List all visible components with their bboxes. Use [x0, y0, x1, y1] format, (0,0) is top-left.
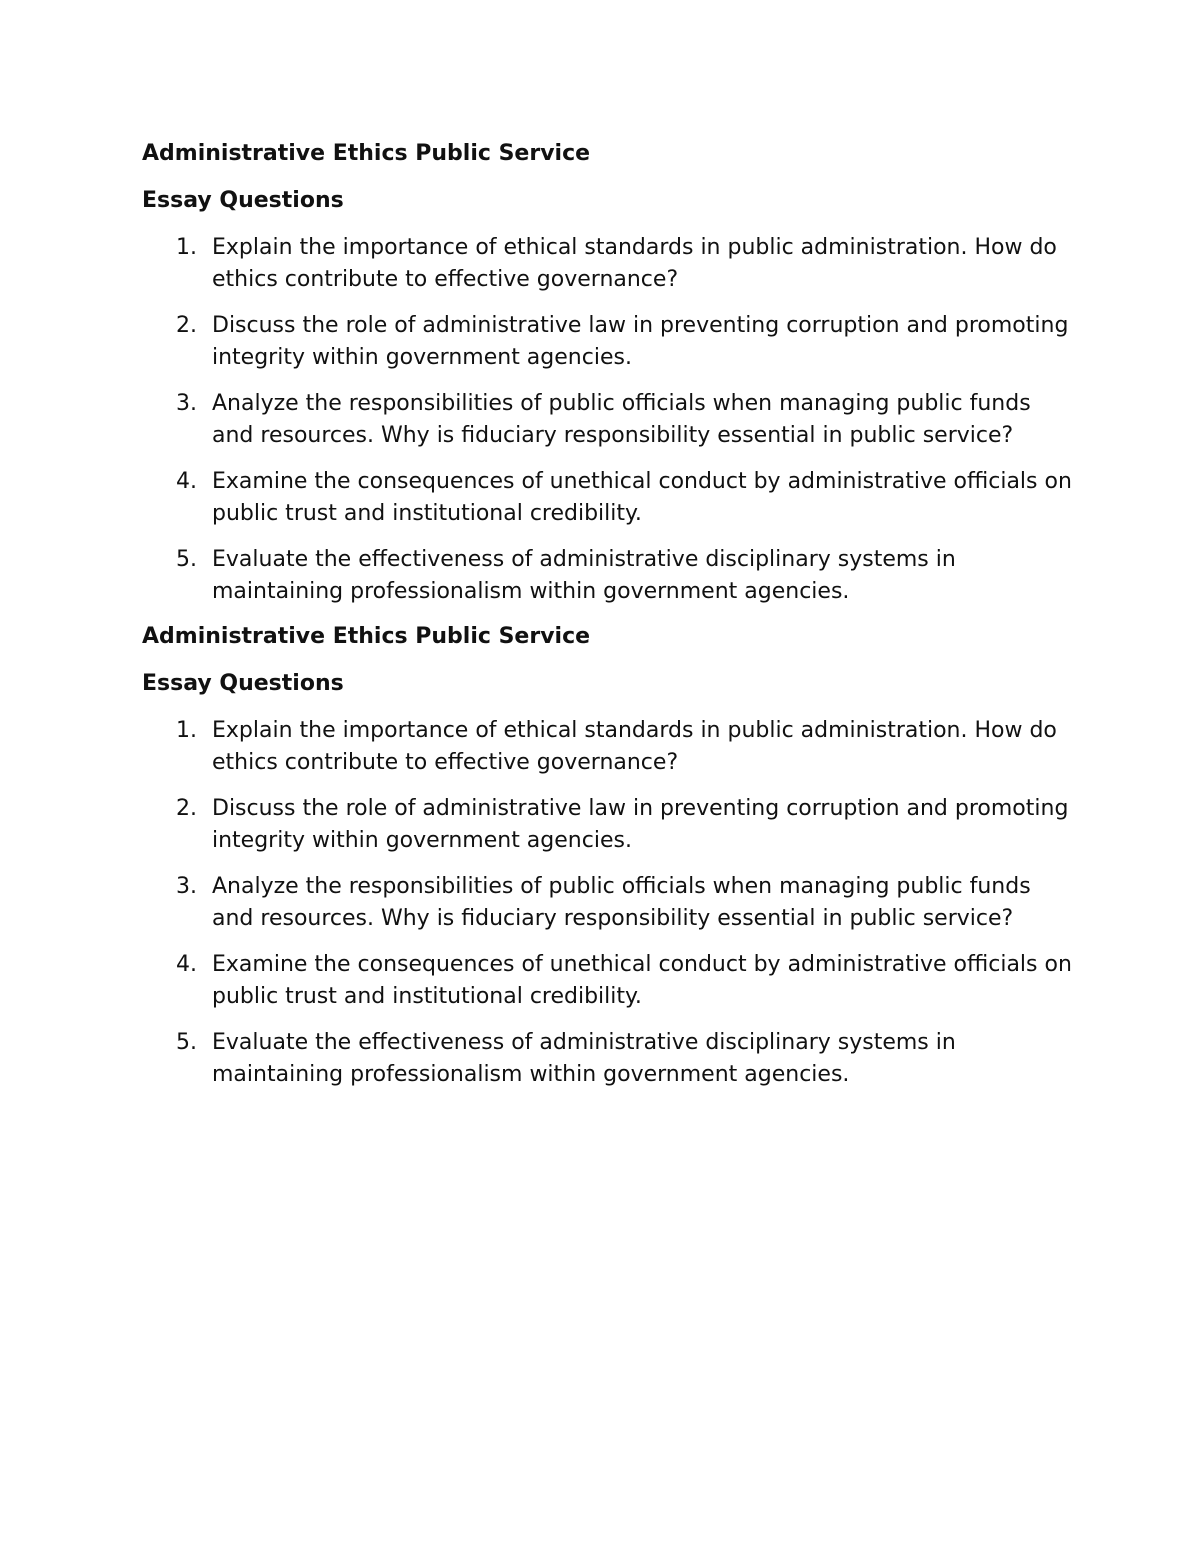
question-number: 2. — [176, 796, 197, 821]
question-text: Discuss the role of administrative law in preventing corruption and promoting integrity within government agencies. — [212, 796, 1069, 853]
question-text: Analyze the responsibilities of public officials when managing public funds and resources. Why is fiduciary responsibility essential in public service? — [212, 874, 1031, 931]
section-subtitle: Essay Questions — [142, 188, 344, 213]
question-item — [142, 1027, 1072, 1090]
question-number: 2. — [176, 313, 197, 338]
question-number: 1. — [176, 235, 197, 260]
question-item — [142, 466, 1072, 529]
question-item — [142, 232, 1072, 295]
question-item — [142, 388, 1072, 451]
question-number: 1. — [176, 718, 197, 743]
question-text: Discuss the role of administrative law in preventing corruption and promoting integrity within government agencies. — [212, 313, 1069, 370]
essay-section-1 — [142, 138, 1072, 607]
question-text: Evaluate the effectiveness of administrative disciplinary systems in maintaining professionalism within government agencies. — [212, 1030, 956, 1087]
question-list — [142, 232, 1072, 607]
question-number: 5. — [176, 547, 197, 572]
question-text: Evaluate the effectiveness of administrative disciplinary systems in maintaining professionalism within government agencies. — [212, 547, 956, 604]
section-title: Administrative Ethics Public Service — [142, 141, 591, 166]
question-text: Explain the importance of ethical standards in public administration. How do ethics contribute to effective governance? — [212, 718, 1057, 775]
question-text: Analyze the responsibilities of public officials when managing public funds and resources. Why is fiduciary responsibility essential in public service? — [212, 391, 1031, 448]
question-number: 3. — [176, 391, 197, 416]
question-item — [142, 949, 1072, 1012]
question-item — [142, 544, 1072, 607]
question-list — [142, 715, 1072, 1090]
section-subtitle: Essay Questions — [142, 671, 344, 696]
question-text: Explain the importance of ethical standards in public administration. How do ethics contribute to effective governance? — [212, 235, 1057, 292]
question-number: 4. — [176, 469, 197, 494]
question-item — [142, 793, 1072, 856]
question-text: Examine the consequences of unethical conduct by administrative officials on public trust and institutional credibility. — [212, 469, 1072, 526]
question-item — [142, 715, 1072, 778]
section-title: Administrative Ethics Public Service — [142, 624, 591, 649]
question-item — [142, 310, 1072, 373]
question-item — [142, 871, 1072, 934]
question-number: 3. — [176, 874, 197, 899]
document-content — [142, 138, 1072, 1090]
question-text: Examine the consequences of unethical conduct by administrative officials on public trust and institutional credibility. — [212, 952, 1072, 1009]
question-number: 5. — [176, 1030, 197, 1055]
question-number: 4. — [176, 952, 197, 977]
essay-section-2 — [142, 621, 1072, 1090]
